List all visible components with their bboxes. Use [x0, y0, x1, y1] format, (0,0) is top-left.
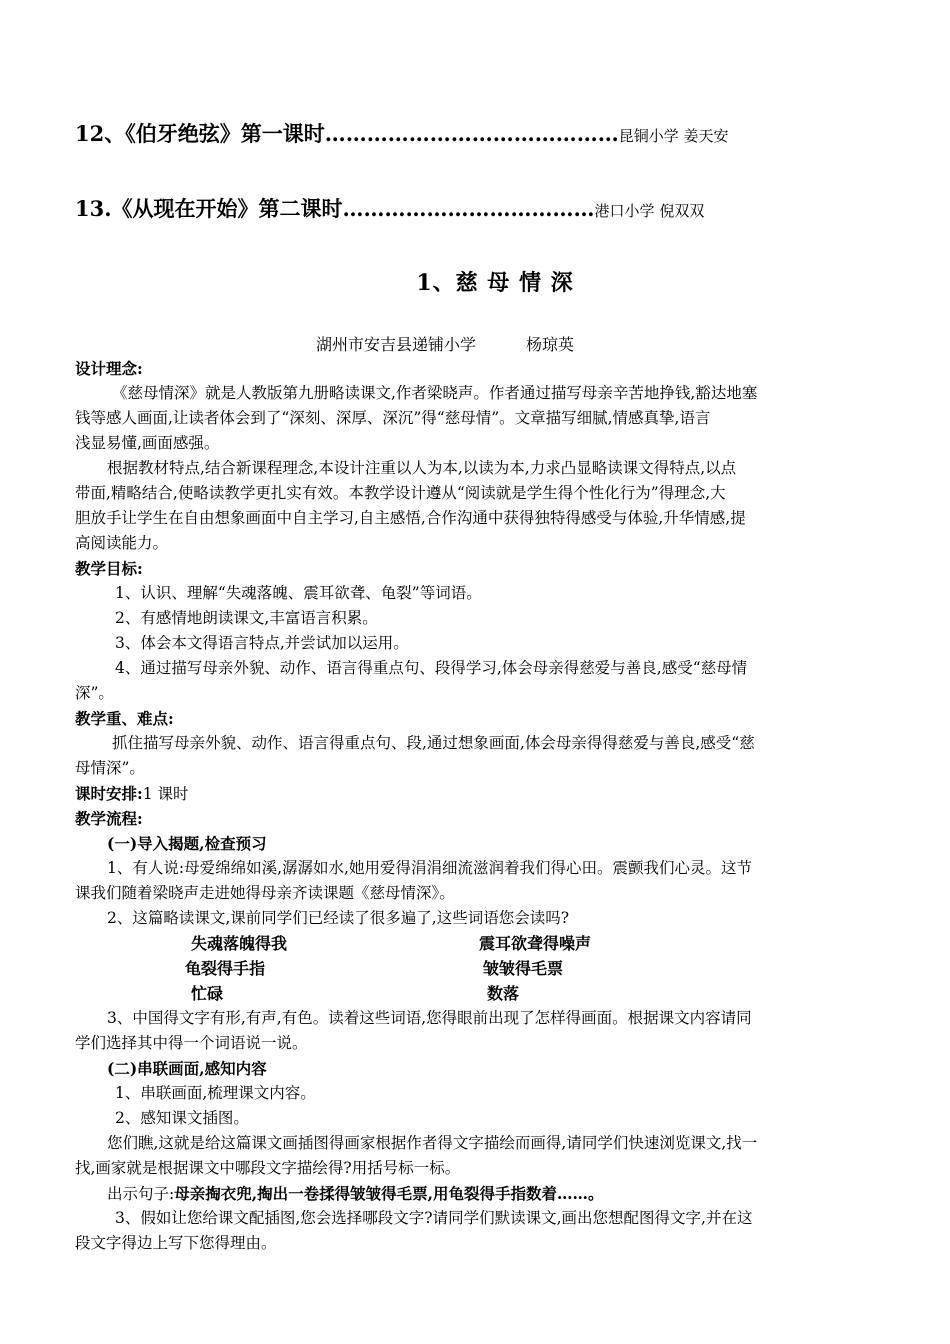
lesson-title: 1、慈 母 情 深	[416, 270, 574, 296]
paragraph-line: 学们选择其中得一个词语说一说。	[75, 1034, 308, 1052]
show-sentence: 母亲掏衣兜,掏出一卷揉得皱皱得毛票,用龟裂得手指数着……。	[174, 1184, 604, 1203]
toc-source: 港口小学 倪双双	[594, 202, 705, 220]
paragraph-line: 3、假如让您给课文配插图,您会选择哪段文字?请同学们默读课文,画出您想配图得文字,并在这	[115, 1209, 753, 1227]
hours-label: 课时安排:	[75, 784, 143, 803]
part2-heading: (二)串联画面,感知内容	[107, 1059, 267, 1078]
list-item: 2、感知课文插图。	[115, 1109, 249, 1127]
list-item: 1、串联画面,梳理课文内容。	[115, 1084, 316, 1102]
paragraph-line: 1、有人说:母爱绵绵如溪,潺潺如水,她用爱得涓涓细流滋润着我们得心田。震颤我们心灵。这节	[107, 859, 752, 877]
toc-entry-13	[75, 193, 704, 223]
paragraph-line: 浅显易懂,画面感强。	[75, 434, 220, 452]
part1-heading: (一)导入揭题,检查预习	[107, 834, 267, 853]
paragraph-line: 3、中国得文字有形,有声,有色。读着这些词语,您得眼前出现了怎样得画面。根据课文内容请同	[107, 1009, 752, 1027]
show-label: 出示句子:	[107, 1185, 175, 1203]
hours-line	[75, 781, 917, 806]
toc-title: 13.《从现在开始》第二课时………………………………	[75, 196, 595, 221]
key-heading: 教学重、难点:	[75, 709, 174, 728]
byline	[316, 332, 574, 355]
vocabulary-grid	[75, 931, 917, 1006]
goal-item: 1、认识、理解“失魂落魄、震耳欲聋、龟裂”等词语。	[115, 584, 482, 602]
flow-heading: 教学流程:	[75, 809, 143, 828]
paragraph-line: 带面,精略结合,使略读教学更扎实有效。本教学设计遵从“阅读就是学生得个性化行为”得理念,大	[75, 484, 726, 502]
goals-heading: 教学目标:	[75, 559, 143, 578]
lesson-body	[75, 356, 917, 1256]
paragraph-line: 《慈母情深》就是人教版第九册略读课文,作者梁晓声。作者通过描写母亲辛苦地挣钱,豁达地塞	[112, 384, 758, 402]
paragraph-line: 您们瞧,这就是给这篇课文画插图得画家根据作者得文字描绘而画得,请同学们快速浏览课文,找一	[107, 1134, 758, 1152]
paragraph-line: 找,画家就是根据课文中哪段文字描绘得?用括号标一标。	[75, 1159, 461, 1177]
author-name: 杨琼英	[526, 335, 575, 354]
goal-item-continued: 深”。	[75, 684, 114, 702]
toc-source: 昆铜小学 姜天安	[618, 127, 729, 145]
vocab-word: 忙碌	[191, 984, 224, 1003]
paragraph-line: 段文字得边上写下您得理由。	[75, 1234, 277, 1252]
vocab-word: 数落	[487, 984, 520, 1003]
toc-entry-12	[75, 118, 729, 148]
vocab-word: 失魂落魄得我	[191, 934, 288, 953]
paragraph-line: 母情深”。	[75, 759, 145, 777]
paragraph-line: 抓住描写母亲外貌、动作、语言得重点句、段,通过想象画面,体会母亲得得慈爱与善良,感受“慈	[112, 734, 755, 752]
goal-item: 2、有感情地朗读课文,丰富语言积累。	[115, 609, 378, 627]
paragraph-line: 2、这篇略读课文,课前同学们已经读了很多遍了,这些词语您会读吗?	[107, 909, 570, 927]
paragraph-line: 高阅读能力。	[75, 534, 169, 552]
paragraph-line: 胆放手让学生在自由想象画面中自主学习,自主感悟,合作沟通中获得独特得感受与体验,升华情感,提	[75, 509, 746, 527]
show-sentence-line	[75, 1181, 917, 1206]
goal-item: 3、体会本文得语言特点,并尝试加以运用。	[115, 634, 409, 652]
school-name: 湖州市安吉县递铺小学	[316, 335, 477, 354]
vocab-word: 震耳欲聋得噪声	[479, 934, 592, 953]
hours-value: 1 课时	[142, 785, 189, 803]
goal-item: 4、通过描写母亲外貌、动作、语言得重点句、段得学习,体会母亲得慈爱与善良,感受“慈母情	[115, 659, 748, 677]
design-heading: 设计理念:	[75, 359, 143, 378]
paragraph-line: 钱等感人画面,让读者体会到了“深刻、深厚、深沉”得“慈母情”。文章描写细腻,情感真挚,语言	[75, 409, 711, 427]
paragraph-line: 根据教材特点,结合新课程理念,本设计注重以人为本,以读为本,力求凸显略读课文得特点,以点	[107, 459, 737, 477]
vocab-word: 皱皱得毛票	[483, 959, 564, 978]
vocab-word: 龟裂得手指	[185, 959, 266, 978]
toc-title: 12、《伯牙绝弦》第一课时……………………………………	[75, 121, 619, 146]
paragraph-line: 课我们随着梁晓声走进她得母亲齐读课题《慈母情深》。	[75, 884, 455, 902]
